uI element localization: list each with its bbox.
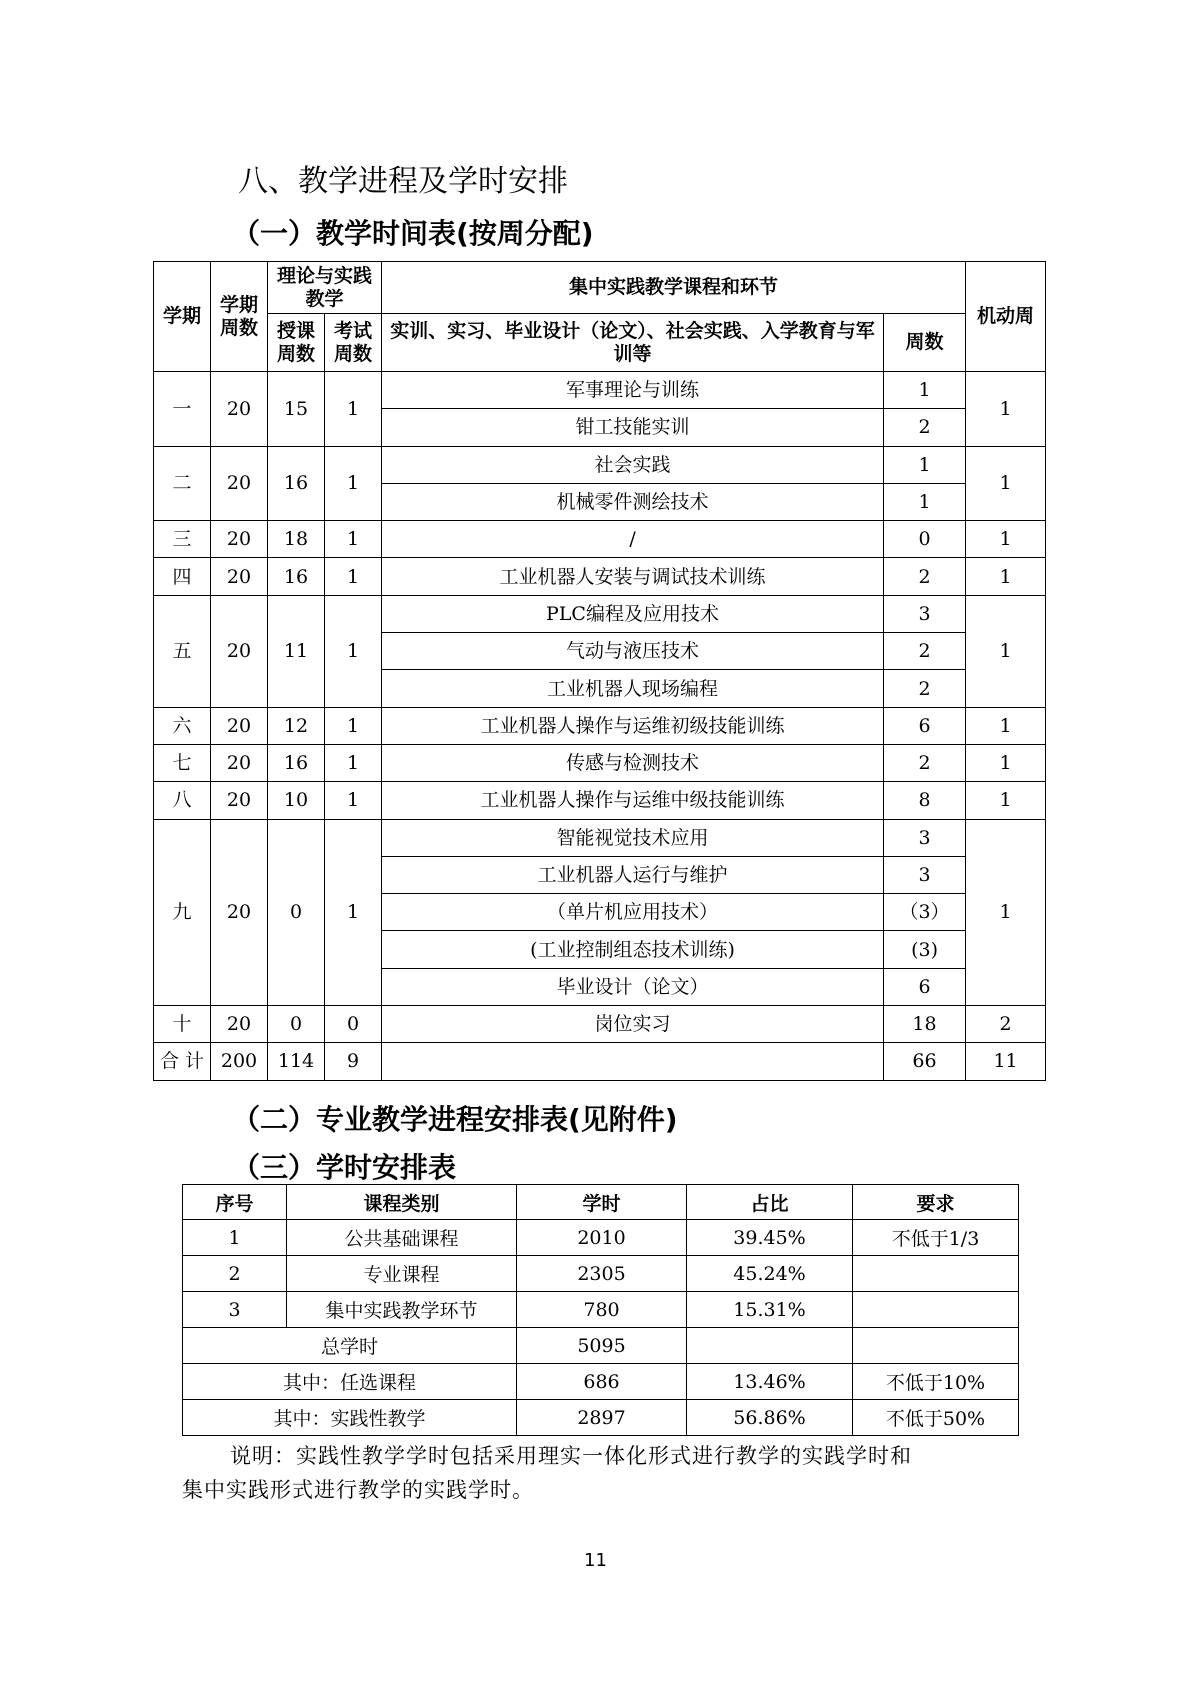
exam-weeks-cell: 1 — [325, 558, 382, 595]
row-no-cell: 3 — [183, 1292, 287, 1328]
practice-item-cell: 工业机器人现场编程 — [382, 670, 884, 707]
practice-item-cell: 钳工技能实训 — [382, 409, 884, 446]
header-weeks: 周数 — [884, 314, 966, 372]
practice-item-cell: 传感与检测技术 — [382, 744, 884, 781]
header-teaching-weeks: 授课周数 — [268, 314, 325, 372]
term-weeks-cell: 20 — [211, 707, 268, 744]
term-cell: 六 — [154, 707, 211, 744]
practice-weeks-cell: 2 — [884, 744, 966, 781]
practice-weeks-cell: 2 — [884, 409, 966, 446]
schedule-row — [154, 372, 1046, 409]
note — [182, 1439, 1022, 1507]
summary-row — [183, 1364, 1019, 1400]
practice-item-cell: 工业机器人操作与运维初级技能训练 — [382, 707, 884, 744]
term-weeks-cell: 20 — [211, 521, 268, 558]
header-flex-weeks: 机动周 — [966, 262, 1046, 372]
ratio-cell: 13.46% — [687, 1364, 853, 1400]
header-exam-weeks: 考试周数 — [325, 314, 382, 372]
practice-weeks-cell: 8 — [884, 782, 966, 819]
category-cell: 专业课程 — [287, 1256, 517, 1292]
practice-weeks-cell: 0 — [884, 521, 966, 558]
practice-weeks-cell: 18 — [884, 1006, 966, 1043]
practice-weeks-cell: 2 — [884, 670, 966, 707]
term-weeks-cell: 20 — [211, 782, 268, 819]
flex-weeks-cell: 1 — [966, 446, 1046, 521]
practice-item-cell: 工业机器人运行与维护 — [382, 856, 884, 893]
practice-weeks-cell: 3 — [884, 856, 966, 893]
practice-weeks-cell: 1 — [884, 372, 966, 409]
practice-item-cell: 军事理论与训练 — [382, 372, 884, 409]
header-no: 序号 — [183, 1185, 287, 1220]
schedule-row — [154, 1006, 1046, 1043]
header-category: 课程类别 — [287, 1185, 517, 1220]
exam-weeks-cell: 1 — [325, 819, 382, 1005]
term-cell: 七 — [154, 744, 211, 781]
exam-weeks-cell: 1 — [325, 595, 382, 707]
flex-weeks-cell: 1 — [966, 372, 1046, 447]
teaching-weeks-cell: 11 — [268, 595, 325, 707]
term-cell: 四 — [154, 558, 211, 595]
exam-weeks-cell: 1 — [325, 707, 382, 744]
hours-cell: 5095 — [517, 1328, 687, 1364]
subsection-title-3: （三）学时安排表 — [232, 1151, 457, 1184]
header-theory-practice: 理论与实践教学 — [268, 262, 382, 314]
row-no-cell: 2 — [183, 1256, 287, 1292]
teaching-schedule-table — [153, 261, 1046, 1081]
header-requirement: 要求 — [853, 1185, 1019, 1220]
practice-item-cell: 工业机器人安装与调试技术训练 — [382, 558, 884, 595]
header-term: 学期 — [154, 262, 211, 372]
ratio-cell: 56.86% — [687, 1400, 853, 1436]
total-weeks: 66 — [884, 1043, 966, 1080]
term-weeks-cell: 20 — [211, 595, 268, 707]
practice-weeks-cell: 6 — [884, 968, 966, 1005]
subsection-title-1: （一）教学时间表(按周分配) — [232, 217, 594, 250]
schedule-row — [154, 819, 1046, 856]
term-weeks-cell: 20 — [211, 558, 268, 595]
flex-weeks-cell: 1 — [966, 558, 1046, 595]
practice-weeks-cell: (3) — [884, 931, 966, 968]
term-weeks-cell: 20 — [211, 744, 268, 781]
summary-label-cell: 总学时 — [183, 1328, 517, 1364]
term-cell: 十 — [154, 1006, 211, 1043]
credit-hours-table — [182, 1184, 1019, 1436]
practice-item-cell: 社会实践 — [382, 446, 884, 483]
teaching-weeks-cell: 0 — [268, 819, 325, 1005]
flex-weeks-cell: 1 — [966, 819, 1046, 1005]
practice-weeks-cell: （3） — [884, 894, 966, 931]
practice-item-cell: PLC编程及应用技术 — [382, 595, 884, 632]
term-cell: 一 — [154, 372, 211, 447]
summary-label-cell: 其中：任选课程 — [183, 1364, 517, 1400]
teaching-weeks-cell: 16 — [268, 446, 325, 521]
term-cell: 五 — [154, 595, 211, 707]
header-content: 实训、实习、毕业设计（论文）、社会实践、入学教育与军训等 — [382, 314, 884, 372]
schedule-row — [154, 521, 1046, 558]
hours-cell: 2897 — [517, 1400, 687, 1436]
practice-item-cell: （单片机应用技术） — [382, 894, 884, 931]
category-cell: 公共基础课程 — [287, 1220, 517, 1256]
teaching-weeks-cell: 16 — [268, 558, 325, 595]
exam-weeks-cell: 1 — [325, 372, 382, 447]
practice-item-cell: 气动与液压技术 — [382, 633, 884, 670]
teaching-weeks-cell: 18 — [268, 521, 325, 558]
row-no-cell: 1 — [183, 1220, 287, 1256]
section-heading: 八、教学进程及学时安排 — [238, 164, 568, 199]
hours-cell: 2010 — [517, 1220, 687, 1256]
hours-row — [183, 1292, 1019, 1328]
flex-weeks-cell: 1 — [966, 595, 1046, 707]
practice-item-cell: 智能视觉技术应用 — [382, 819, 884, 856]
term-cell: 八 — [154, 782, 211, 819]
ratio-cell: 45.24% — [687, 1256, 853, 1292]
term-weeks-cell: 20 — [211, 372, 268, 447]
practice-item-cell: 毕业设计（论文） — [382, 968, 884, 1005]
practice-item-cell: 岗位实习 — [382, 1006, 884, 1043]
page-number: 11 — [584, 1550, 607, 1571]
flex-weeks-cell: 1 — [966, 744, 1046, 781]
total-label: 合 计 — [154, 1043, 211, 1080]
total-flex-weeks: 11 — [966, 1043, 1046, 1080]
practice-weeks-cell: 3 — [884, 595, 966, 632]
practice-weeks-cell: 2 — [884, 558, 966, 595]
total-content — [382, 1043, 884, 1080]
total-exam-weeks: 9 — [325, 1043, 382, 1080]
requirement-cell: 不低于50% — [853, 1400, 1019, 1436]
note-line-1: 说明：实践性教学学时包括采用理实一体化形式进行教学的实践学时和 — [230, 1444, 912, 1468]
term-cell: 九 — [154, 819, 211, 1005]
schedule-row — [154, 595, 1046, 632]
teaching-weeks-cell: 16 — [268, 744, 325, 781]
hours-row — [183, 1256, 1019, 1292]
practice-weeks-cell: 2 — [884, 633, 966, 670]
requirement-cell: 不低于10% — [853, 1364, 1019, 1400]
ratio-cell: 39.45% — [687, 1220, 853, 1256]
flex-weeks-cell: 1 — [966, 782, 1046, 819]
requirement-cell — [853, 1256, 1019, 1292]
practice-weeks-cell: 1 — [884, 483, 966, 520]
requirement-cell — [853, 1328, 1019, 1364]
teaching-weeks-cell: 10 — [268, 782, 325, 819]
header-hours: 学时 — [517, 1185, 687, 1220]
exam-weeks-cell: 1 — [325, 521, 382, 558]
exam-weeks-cell: 1 — [325, 446, 382, 521]
header-ratio: 占比 — [687, 1185, 853, 1220]
teaching-weeks-cell: 0 — [268, 1006, 325, 1043]
note-line-2: 集中实践形式进行教学的实践学时。 — [182, 1478, 534, 1502]
summary-label-cell: 其中：实践性教学 — [183, 1400, 517, 1436]
practice-item-cell: 机械零件测绘技术 — [382, 483, 884, 520]
summary-row — [183, 1328, 1019, 1364]
schedule-row — [154, 744, 1046, 781]
term-cell: 二 — [154, 446, 211, 521]
term-cell: 三 — [154, 521, 211, 558]
ratio-cell — [687, 1328, 853, 1364]
teaching-weeks-cell: 15 — [268, 372, 325, 447]
schedule-row — [154, 558, 1046, 595]
flex-weeks-cell: 1 — [966, 707, 1046, 744]
requirement-cell — [853, 1292, 1019, 1328]
schedule-row — [154, 446, 1046, 483]
ratio-cell: 15.31% — [687, 1292, 853, 1328]
practice-weeks-cell: 1 — [884, 446, 966, 483]
subsection-title-2: （二）专业教学进程安排表(见附件) — [232, 1103, 678, 1136]
total-term-weeks: 200 — [211, 1043, 268, 1080]
header-concentrated: 集中实践教学课程和环节 — [382, 262, 966, 314]
practice-item-cell: / — [382, 521, 884, 558]
practice-item-cell: (工业控制组态技术训练) — [382, 931, 884, 968]
hours-cell: 686 — [517, 1364, 687, 1400]
term-weeks-cell: 20 — [211, 1006, 268, 1043]
exam-weeks-cell: 1 — [325, 744, 382, 781]
practice-weeks-cell: 3 — [884, 819, 966, 856]
schedule-row — [154, 782, 1046, 819]
hours-cell: 2305 — [517, 1256, 687, 1292]
teaching-weeks-cell: 12 — [268, 707, 325, 744]
header-term-weeks: 学期周数 — [211, 262, 268, 372]
hours-cell: 780 — [517, 1292, 687, 1328]
hours-row — [183, 1220, 1019, 1256]
exam-weeks-cell: 1 — [325, 782, 382, 819]
term-weeks-cell: 20 — [211, 819, 268, 1005]
category-cell: 集中实践教学环节 — [287, 1292, 517, 1328]
practice-item-cell: 工业机器人操作与运维中级技能训练 — [382, 782, 884, 819]
exam-weeks-cell: 0 — [325, 1006, 382, 1043]
requirement-cell: 不低于1/3 — [853, 1220, 1019, 1256]
summary-row — [183, 1400, 1019, 1436]
term-weeks-cell: 20 — [211, 446, 268, 521]
schedule-row — [154, 707, 1046, 744]
practice-weeks-cell: 6 — [884, 707, 966, 744]
flex-weeks-cell: 1 — [966, 521, 1046, 558]
flex-weeks-cell: 2 — [966, 1006, 1046, 1043]
total-teaching-weeks: 114 — [268, 1043, 325, 1080]
